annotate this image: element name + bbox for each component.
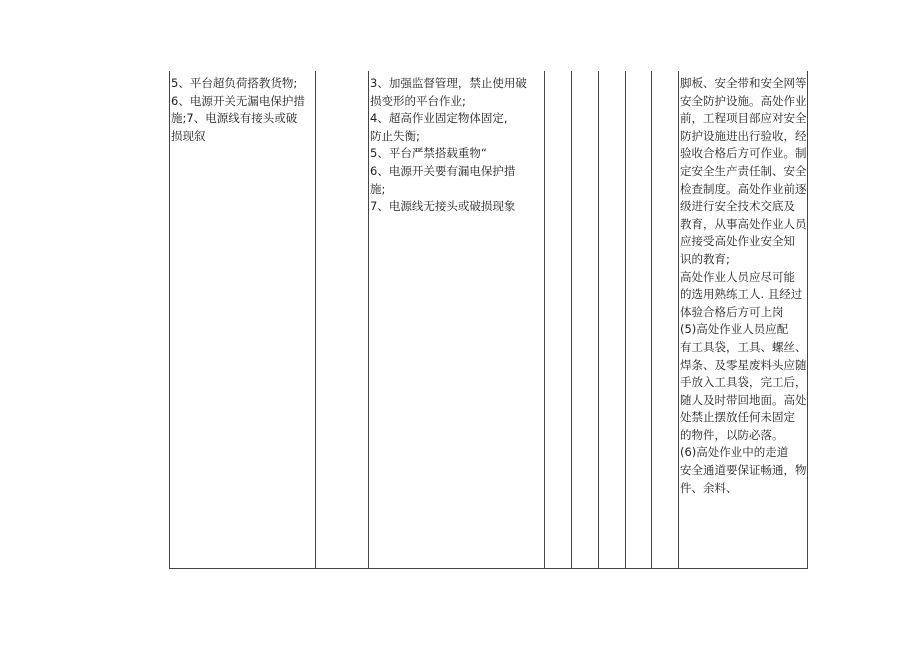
requirement-line: 脚板、安全带和安全网等 (680, 76, 807, 90)
table-border-bottom (169, 568, 807, 569)
column-divider-5 (598, 71, 599, 569)
column-divider-3 (544, 71, 545, 569)
measure-line: 防止失衡; (370, 128, 420, 143)
requirement-line: 识的教育; (680, 251, 730, 266)
requirement-line: (5)高处作业人员应配 (680, 322, 789, 337)
column-divider-7 (651, 71, 652, 569)
requirement-line: 焊条、及零星废料头应随 (680, 357, 807, 372)
requirement-line: 的物件，以防必落。 (680, 427, 784, 442)
requirements-cell (680, 75, 807, 497)
control-measures-cell (370, 75, 527, 216)
measure-line: 损变形的平台作业; (370, 93, 466, 108)
measure-line: 7、电源线无接头或破损现象 (370, 199, 516, 214)
requirement-line: 的选用熟练工人. 且经过 (680, 287, 803, 302)
measure-line: 3、加强监督管理，禁止使用破 (370, 76, 527, 90)
column-divider-2 (368, 71, 369, 569)
hazard-line: 损现叙 (171, 128, 206, 143)
measure-line: 5、平台严禁搭载重物“ (370, 146, 487, 161)
column-divider-6 (625, 71, 626, 569)
measure-line: 施; (370, 181, 386, 196)
hazard-cell (171, 75, 305, 145)
requirement-line: 教育，从事高处作业人员 (680, 216, 807, 231)
requirement-line: (6)高处作业中的走道 (680, 445, 789, 460)
requirement-line: 检查制度。高处作业前逐 (680, 181, 807, 196)
measure-line: 6、电源开关要有漏电保护措 (370, 163, 516, 178)
requirement-line: 前，工程项目部应对安全 (680, 111, 807, 126)
requirement-line: 随人及时带回地面。高处 (680, 392, 807, 407)
requirement-line: 安全防护设施。高处作业 (680, 93, 807, 108)
column-divider-4 (571, 71, 572, 569)
column-divider-8 (678, 71, 679, 569)
requirement-line: 处禁止摆放任何未固定 (680, 410, 795, 425)
requirement-line: 体验合格后方可上岗 (680, 304, 784, 319)
table-border-right (807, 71, 808, 569)
requirement-line: 验收合格后方可作业。制 (680, 146, 807, 161)
requirement-line: 应接受高处作业安全知 (680, 234, 795, 249)
hazard-line: 5、平台超负荷搭教货物; (171, 76, 298, 90)
hazard-line: 6、电源开关无漏电保护措 (171, 93, 305, 108)
requirement-line: 定安全生产责任制、安全 (680, 163, 807, 178)
hazard-line: 施;7、电源线有接头或破 (171, 111, 298, 126)
requirement-line: 手放入工具袋，完工后， (680, 375, 807, 390)
requirement-line: 有工具袋，工具、螺丝、 (680, 339, 807, 354)
requirement-line: 高处作业人员应尽可能 (680, 269, 795, 284)
measure-line: 4、超高作业固定物体固定, (370, 111, 508, 126)
requirement-line: 安全通道要保证畅通，物 (680, 463, 807, 478)
requirement-line: 级进行安全技术交底及 (680, 199, 795, 214)
requirement-line: 防护设施进出行验收，经 (680, 128, 807, 143)
requirement-line: 件、余料、 (680, 480, 738, 495)
table-border-left (169, 71, 170, 569)
column-divider-1 (315, 71, 316, 569)
